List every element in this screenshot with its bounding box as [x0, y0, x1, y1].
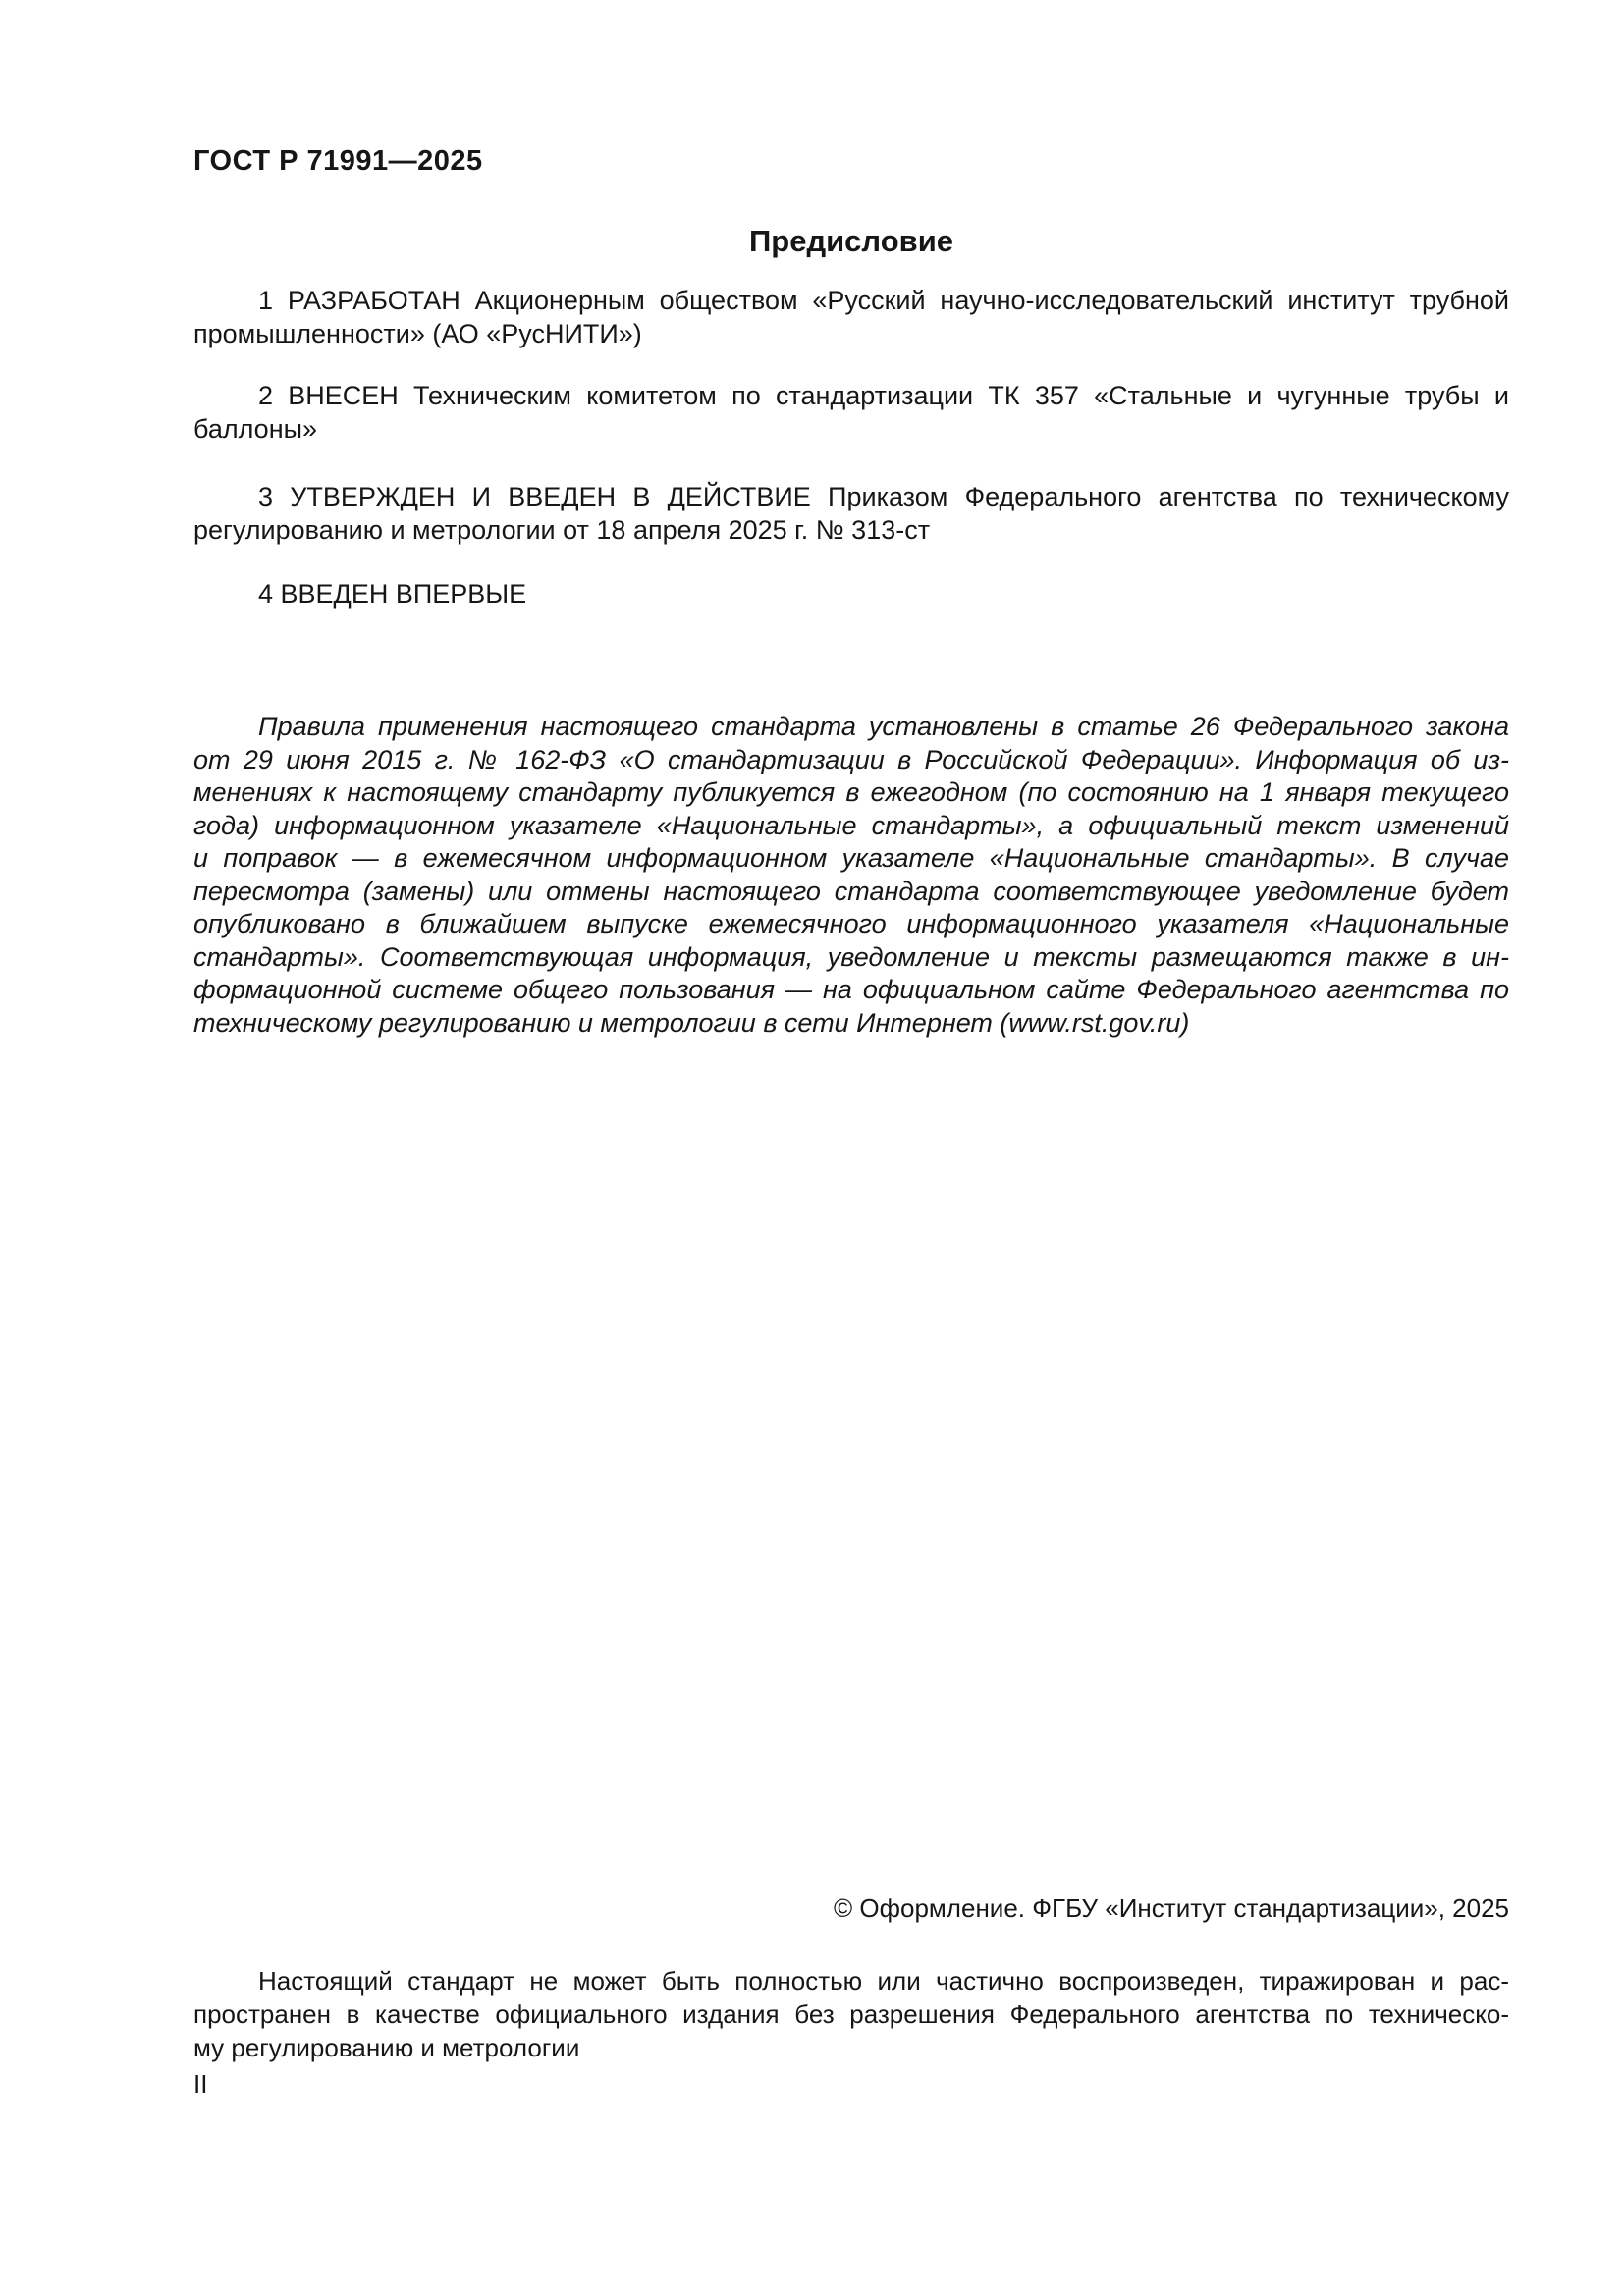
text-line: года) информационном указателе «Национальные стандарты», а официальный текст изменений	[193, 810, 1509, 840]
reproduction-notice	[193, 1964, 1509, 2064]
text-line: баллоны»	[193, 414, 318, 444]
text-line: регулированию и метрологии от 18 апреля 2025 г. № 313-ст	[193, 515, 931, 545]
text-line: менениях к настоящему стандарту публикуется в ежегодном (по состоянию на 1 января текущего	[193, 777, 1509, 807]
foreword-title: Предисловие	[748, 224, 953, 258]
text-line: 4 ВВЕДЕН ВПЕРВЫЕ	[258, 579, 527, 609]
text-line: промышленности» (АО «РусНИТИ»)	[193, 319, 642, 348]
page-number: II	[193, 2069, 208, 2099]
text-line: формационной системе общего пользования — на официальном сайте Федерального агентства по	[193, 975, 1509, 1004]
text-line: и поправок — в ежемесячном информационном указателе «Национальные стандарты». В случае	[193, 843, 1509, 873]
text-line: стандарты». Соответствующая информация, уведомление и тексты размещаются также в ин-	[193, 941, 1509, 972]
standard-designation: ГОСТ Р 71991—2025	[193, 145, 483, 177]
text-line: опубликовано в ближайшем выпуске ежемесячного информационного указателя «Национальные	[193, 909, 1509, 938]
application-rules-note	[193, 711, 1509, 1040]
foreword-item-developed	[193, 284, 1509, 350]
text-line: Настоящий стандарт не может быть полностью или частично воспроизведен, тиражирован и рас-	[258, 1966, 1509, 1996]
copyright-line: © Оформление. ФГБУ «Институт стандартизации», 2025	[834, 1894, 1509, 1923]
text-line: Правила применения настоящего стандарта установлены в статье 26 Федерального закона	[258, 712, 1509, 741]
foreword-item-submitted	[193, 379, 1509, 446]
text-line: пространен в качестве официального издания без разрешения Федерального агентства по техническо-	[193, 2000, 1509, 2029]
foreword-item-approved	[193, 480, 1509, 547]
text-line: 2 ВНЕСЕН Техническим комитетом по стандартизации ТК 357 «Стальные и чугунные трубы и	[258, 381, 1509, 410]
text-line: пересмотра (замены) или отмены настоящего стандарта соответствующее уведомление будет	[193, 876, 1509, 906]
text-line: 3 УТВЕРЖДЕН И ВВЕДЕН В ДЕЙСТВИЕ Приказом Федерального агентства по техническому	[258, 482, 1509, 511]
foreword-item-introduced	[193, 577, 1509, 611]
text-line: му регулированию и метрологии	[193, 2033, 580, 2062]
text-line: от 29 июня 2015 г. № 162-ФЗ «О стандартизации в Российской Федерации». Информация об из-	[193, 744, 1509, 774]
text-line: 1 РАЗРАБОТАН Акционерным обществом «Русский научно-исследовательский институт трубной	[258, 286, 1509, 315]
text-line: техническому регулированию и метрологии в сети Интернет (www.rst.gov.ru)	[193, 1007, 1190, 1038]
